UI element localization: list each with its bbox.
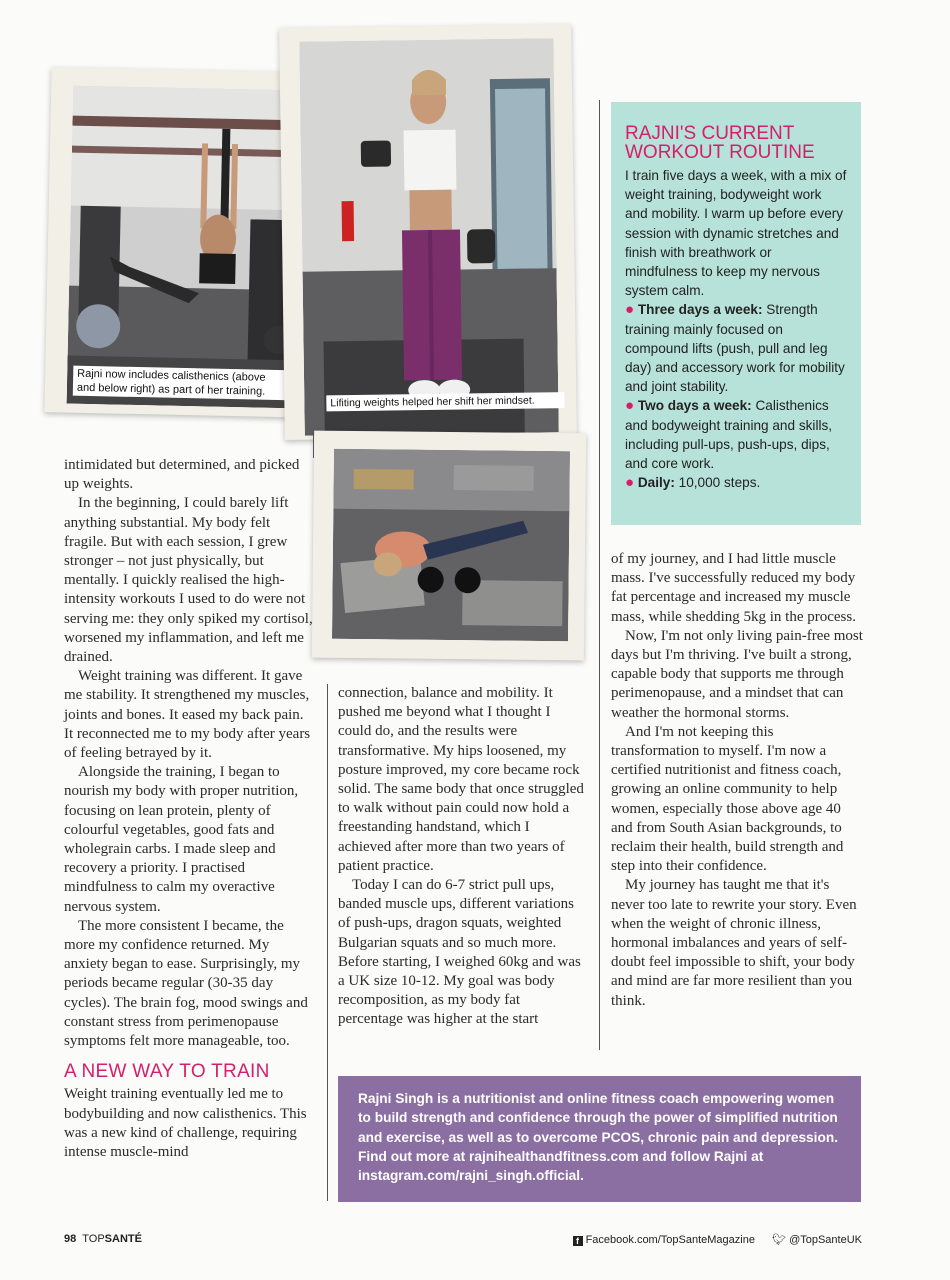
paragraph: of my journey, and I had little muscle mass. I've successfully reduced my body fat percentage and increased my muscle mass, while shedding 5kg in the process. <box>611 551 856 625</box>
photo-frame-2 <box>279 24 577 440</box>
paragraph: intimidated but determined, and picked up weights. <box>64 457 300 493</box>
paragraph: Now, I'm not only living pain-free most days but I'm thriving. I've built a strong, capable body that supports me through perimenopause, and a mindset that can weather the hormonal storms. <box>611 627 863 721</box>
routine-item-text: 10,000 steps. <box>674 475 761 491</box>
facebook-icon: f <box>573 1236 583 1246</box>
bullet-icon: ● <box>625 397 635 415</box>
routine-item-label: Two days a week: <box>637 398 752 414</box>
photo-weights-curl <box>299 38 558 436</box>
column-rule-small <box>313 432 314 458</box>
twitter-handle[interactable]: @TopSanteUK <box>789 1234 862 1246</box>
bullet-icon: ● <box>625 474 635 492</box>
routine-item <box>625 473 847 492</box>
routine-item-label: Daily: <box>637 475 675 491</box>
paragraph: connection, balance and mobility. It pushed me beyond what I thought I could do, and the results were transformative. My hips loosened, my posture improved, my core became rock solid. The same body that once struggled to walk without pain could now hold a freestanding handstand, which I achieved after more than two years of patient practice. <box>338 685 584 874</box>
page-footer-right <box>572 1233 862 1246</box>
bullet-icon: ● <box>625 301 635 319</box>
photo-calisthenics-hang <box>67 86 310 409</box>
page-footer-left <box>64 1233 142 1245</box>
author-bio-box: Rajni Singh is a nutritionist and online fitness coach empowering women to build strength and confidence through the power of simplified nutrition and exercise, as well as to overcome PCOS, chronic pain and depression. Find out more at rajnihealthandfitness.com and follow Rajni at instagram.com/rajni_singh.official. <box>338 1076 861 1202</box>
article-column-2 <box>338 684 584 1030</box>
routine-item-label: Three days a week: <box>637 302 763 318</box>
column-rule-right <box>599 100 600 1050</box>
paragraph: And I'm not keeping this transformation to myself. I'm now a certified nutritionist and fitness coach, growing an online community to help women, especially those above age 40 and from South Asian backgrounds, to reclaim their health, build strength and step into their confidence. <box>611 723 844 875</box>
brand-top: TOP <box>82 1233 105 1245</box>
facebook-link[interactable]: Facebook.com/TopSanteMagazine <box>585 1234 755 1246</box>
paragraph: Weight training eventually led me to bodybuilding and now calisthenics. This was a new kind of challenge, requiring intense muscle-mind <box>64 1086 307 1160</box>
photo-caption-1: Rajni now includes calisthenics (above and below right) as part of her training. <box>73 366 290 401</box>
workout-routine-title: RAJNI'S CURRENT WORKOUT ROUTINE <box>625 123 815 163</box>
workout-routine-intro: I train five days a week, with a mix of weight training, bodyweight work and mobility. I warm up before every session with dynamic stretches and finish with breathwork or mindfulness to keep my nervous system calm. <box>625 168 847 299</box>
twitter-icon: 🐦︎ <box>772 1234 786 1246</box>
paragraph: The more consistent I became, the more my confidence returned. My anxiety began to ease. Surprisingly, my periods became regular (30-35 day cycles). The brain fog, mood swings and constant stress from perimenopause symptoms felt more manageable, too. <box>64 917 308 1050</box>
paragraph: My journey has taught me that it's never too late to rewrite your story. Even when the weight of chronic illness, hormonal imbalances and years of self-doubt feel impossible to shift, your body and mind are far more resilient than you think. <box>611 877 857 1009</box>
photo-calisthenics-pushup <box>332 449 570 641</box>
paragraph: Today I can do 6-7 strict pull ups, banded muscle ups, different variations of push-ups, dragon squats, weighted Bulgarian squats and so much more. Before starting, I weighed 60kg and was a UK size 10-12. My goal was body recomposition, as my body fat percentage was higher at the start <box>338 877 581 1028</box>
workout-routine-box <box>611 102 861 525</box>
section-heading: A NEW WAY TO TRAIN <box>64 1061 270 1083</box>
column-rule-left <box>327 684 328 1201</box>
article-column-3 <box>611 550 863 1011</box>
routine-item-text: Calisthenics and bodyweight training and skills, including pull-ups, push-ups, dips, and core work. <box>625 398 833 472</box>
paragraph: Alongside the training, I began to nourish my body with proper nutrition, focusing on lean protein, plenty of colourful vegetables, good fats and wholegrain carbs. I made sleep and recovery a priority. I practised mindfulness to calm my overactive nervous system. <box>64 764 299 915</box>
paragraph: In the beginning, I could barely lift anything substantial. My body felt fragile. But with each session, I grew stronger – not just physically, but mentally. I quickly realised the high-intensity workouts I used to do were not serving me: they only spiked my cortisol, worsened my inflammation, and left me drained. <box>64 495 313 666</box>
routine-item <box>625 396 847 473</box>
photo-caption-2: Lifiting weights helped her shift her mindset. <box>326 392 564 411</box>
paragraph: Weight training was different. It gave me stability. It strengthened my muscles, joints and bones. It eased my back pain. It reconnected me to my body after years of feeling betrayed by it. <box>64 668 311 762</box>
page-number: 98 <box>64 1233 77 1245</box>
brand-sante: SANTÉ <box>104 1233 142 1245</box>
routine-item <box>625 300 847 396</box>
article-column-1 <box>64 456 314 1162</box>
routine-item-text: Strength training mainly focused on compound lifts (push, pull and leg day) and accessory work for mobility and joint stability. <box>625 302 845 395</box>
photo-frame-3 <box>312 431 586 661</box>
